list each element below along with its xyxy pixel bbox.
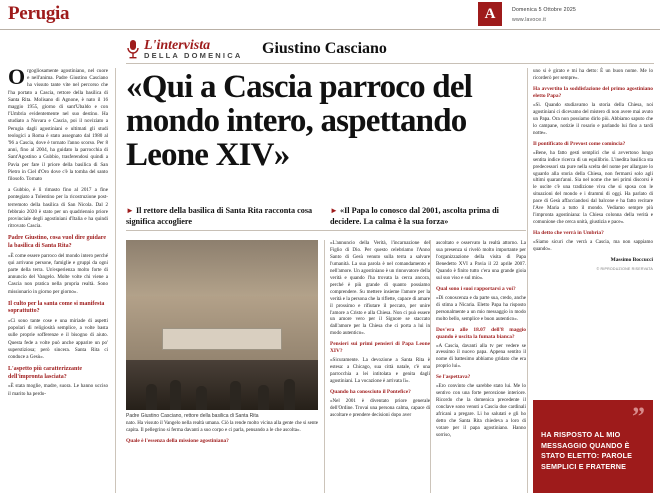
question-heading: Il culto per la santa come si manifesta soprattutto? [8, 300, 105, 315]
deck-left-text: Il rettore della basilica di Santa Rita racconta cosa significa accogliere [126, 206, 313, 226]
question-heading: Ha avvertito la soddisfazione del primo agostiniano eletto Papa? [533, 85, 653, 99]
article-column-4 [533, 68, 653, 273]
paragraph: a Gubbio, è lì rimasto fino al 2017 a fine pontegiato a Tolentino per la ricostruzione post-terremoto della basilica di San Nicola. Dal 2 febbraio 2020 è stato per un quadriennio priore provinciale degli agostiniani d'Italia e ha quindi ritrovato Cascia. [8, 187, 108, 230]
paragraph: «Bene, ha fatto gesti semplici che si avvertono lungo sentita indice ricerca di un equilibrio. L'inedita basilica sta predecessori sta pure nella scelta del nome per allargare lo sguardo alla storia della Chiesa, non fermarsi solo agli ultimi quarant'anni. Sia nel nome che nei primi discorsi è le uscite c'è una tradizione viva che si sposa con le situazioni del mondo e i drammi di oggi. Ha parlato di pace di Gesù affacciandosi dal balcone e ha fatto recitare l'Ave Maria a tutto il mondo. Vediamo sempre più l'impronta agostiniana: la Chiesa colonna della verità e comunione che cerca unità, giustizia e pace». [533, 149, 653, 226]
paragraph: «Ci sono tante cose e una miriade di aspetti popolari di religiosità semplice, a volte basta sulle proprie sofferenze e il bisogno di aiuto. Questa fede a volte può anche apparire un po' superstiziosa; però sincera. Santa Rita ci conduce a Gesù». [8, 318, 108, 361]
paragraph: uno si è girato e mi ha detto: È un buon nome. Me lo ricorderò per sempre». [533, 68, 653, 81]
paragraph: «Sì. Quando studiavamo la storia della Chiesa, noi agostiniani ci dicevamo del mistero di non avere mai avuto un Papa. Ora non possiamo dirlo più. Abbiamo saputo che lo campane, notizie il rosario e parlando lui fino a tardi notte». [533, 101, 653, 136]
headline-text: «Qui a Cascia parroco del mondo intero, aspettando Leone XIV» [126, 69, 473, 173]
deck-right-text: «Il Papa lo conosco dal 2001, ascolta prima di decidere. La calma è la sua forza» [330, 206, 499, 226]
photo-figure [284, 379, 295, 410]
deck-right [330, 206, 526, 227]
photo-figure [230, 381, 241, 410]
publication-logo: A [478, 2, 502, 26]
article-photo [126, 240, 318, 410]
photo-caption: Padre Giustino Casciano, rettore della basilica di Santa Rita [126, 413, 259, 419]
question-heading: Il pontificato di Prevost come comincia? [533, 140, 626, 147]
question-heading: Quando ha conosciuto il Pontefice? [330, 389, 411, 396]
paragraph: «È come essere parroco del mondo intero perché qui arrivano persone, famiglie e gruppi da ogni parte della terra. Un'esperienza molto forte di annuncio del Vangelo. Molte volte chi viene a Cascia non pratica nella propria realtà. Sono missionario in giorno per giorno». [8, 252, 108, 295]
paragraph: «Sicuramente. La devozione a Santa Rita è estesa: a Chicago, sua città natale, c'è una parrocchia a lei intitolata e genita dagli agostiniani. La vocazione è arrivata lì». [330, 357, 430, 385]
headline [126, 70, 526, 172]
article-column-1 [126, 420, 318, 447]
photo-figure [258, 385, 269, 410]
photo-figure [146, 384, 157, 410]
paragraph: ascoltato e osservato la realtà attorno. La sua presenza si rivelò molto importante per l'organizzazione della visita di Papa Benedetto XVI a Pavia il 22 aprile 2007. Quando è finito tutto c'era una grande gioia sul suo viso e sul mio». [436, 240, 526, 281]
paragraph: «L'annuncio della Verità, l'incarnazione del Figlio di Dio. Per questo celebriamo l'Anno Santo di Gesù venuto sulla terra a salvare l'umanità. La sua parola è nel comandamento e nell'amore. Un agostiniano è un rinnovatore della verità e quando l'ha trovata la cerca ancora, perché è più grande di quanto possiamo comprendere. Su mettere insieme l'amore per la verità e la persona che la riflette, capace di amare il prossimo e rifiutare il peccato, per unire l'amore a Cristo e alla Chiesa. Non ci può essere un amore vero per il Signore se staccato dall'amore per la Chiesa che ci porta a lui in modo autentico». [330, 240, 430, 337]
column-divider [527, 68, 528, 493]
paragraph: «Ero convinto che sarebbe stato lui. Me lo sentivo con una forte percezione interiore. Ricordo che la domenica precedente il conclave sono venuti a Cascia due cardinali africani a pregare. Li ho salutati e gli ho detto che Santa Rita chiedeva a loro di votare per il papa agostiniano. Hanno sorriso, [436, 383, 526, 439]
paragraph: «Nel 2001 è diventato priore generale dell'Ordine. Trovai una persona calma, capace di ascoltare e prendere decisioni dopo aver [330, 398, 430, 419]
pull-quote-box [533, 400, 653, 493]
paragraph: «È stata moglie, madre, suora. Le hanno ucciso il marito ha perdo- [8, 383, 108, 397]
website-url: www.lavoce.it [512, 17, 547, 23]
microphone-icon [126, 39, 140, 59]
paragraph: «Siamo sicuri che verrà a Cascia, ma non sappiamo quando». [533, 239, 653, 253]
byline: Massimo Boccucci [610, 257, 653, 264]
masthead [0, 0, 660, 30]
triangle-bullet-icon: ► [126, 206, 134, 215]
copyright-line: © RIPRODUZIONE RISERVATA [596, 267, 653, 272]
question-heading: Dov'era alle 18.07 dell'8 maggio quando è uscita la fumata bianca? [436, 326, 526, 340]
quote-mark-icon: ” [632, 402, 645, 431]
column-divider [324, 240, 325, 493]
question-heading: Se l'aspettava? [436, 374, 471, 381]
kicker-line-1: L'intervista [144, 38, 211, 53]
triangle-bullet-icon: ► [330, 206, 338, 215]
section-kicker [126, 38, 654, 64]
deck-divider [126, 230, 526, 231]
paragraph: «A Cascia, davanti alla tv per vedere se avessimo il nuovo papa. Appena sentito il nome di battesimo abbiamo gridato che era proprio lui». [436, 342, 526, 370]
issue-date: Domenica 5 Ottobre 2025 [512, 7, 577, 13]
paragraph: Orgogliosamente agostiniano, nel cuore e nell'anima. Padre Giustino Casciano ha vissuto tante vite nel percorso che l'ha portato a Cascia, rettore della basilica di Santa Rita. Molisano di Agnone, è nato il 16 maggio 1955, giorno di sant'Ubaldo e con l'Umbria evidentemente nel suo destino. Ha studiato a Novara e Cascia, poi il noviziato a Perugia dagli agostiniani e ultimati gli studi teologici a Roma è stato assegnato dal 1980 al '96 a Cascia, dove è tornato l'anno scorso. Per 8 anni, fino al 2004, ha guidato la parrocchia di Sant'Agostino a Gubbio, trasferendosi quindi a Pavia per fare il priore della basilica di San Pietro in Ciel d'Oro dove c'è la tomba del santo filosofo. Tornato [8, 64, 108, 183]
column-divider [430, 240, 431, 493]
article-column-3 [436, 240, 526, 443]
question-heading: Qual sono i suoi rapportarsi a voi? [436, 285, 516, 292]
photo-figure [196, 386, 207, 410]
interviewee-name: Giustino Casciano [262, 40, 387, 57]
question-heading: Pensieri sui primi pensieri di Papa Leone XIV? [330, 341, 430, 355]
question-heading: Quale è l'essenza della missione agostiniana? [126, 437, 229, 444]
kicker-line-2: DELLA DOMENICA [144, 51, 243, 60]
photo-banner [162, 328, 282, 350]
sidebar-biography [8, 64, 116, 493]
question-heading: L'aspetto più caratterizzante dell'impronta lasciata? [8, 366, 82, 380]
article-column-2 [330, 240, 430, 423]
deck-left [126, 206, 320, 227]
pull-quote-text: HA RISPOSTO AL MIO MESSAGGIO QUANDO È STATO ELETTO: PAROLE SEMPLICI E FRATERNE [541, 430, 633, 471]
paragraph: nato. Ha vissuto il Vangelo nella realtà umana. Ciò la rende molto vicina alla gente che si sente capita. Il pellegrino si ferma davanti a suo corpo e ci parla, pensando a le che ascolta». [126, 420, 318, 433]
question-heading: Ha detto che verrà in Umbria? [533, 230, 604, 237]
photo-figure [170, 380, 181, 410]
page-title: Perugia [8, 3, 70, 24]
paragraph: «Di conoscenza e da parte sua, credo, anche di stima a Nicaria. Eletto Papa ha risposto personalmente a un mio messaggio in modo molto bello, semplice e buon autentico». [436, 294, 526, 322]
question-heading: Padre Giustino, cosa vuol dire guidare la basilica di Santa Rita? [8, 235, 107, 250]
